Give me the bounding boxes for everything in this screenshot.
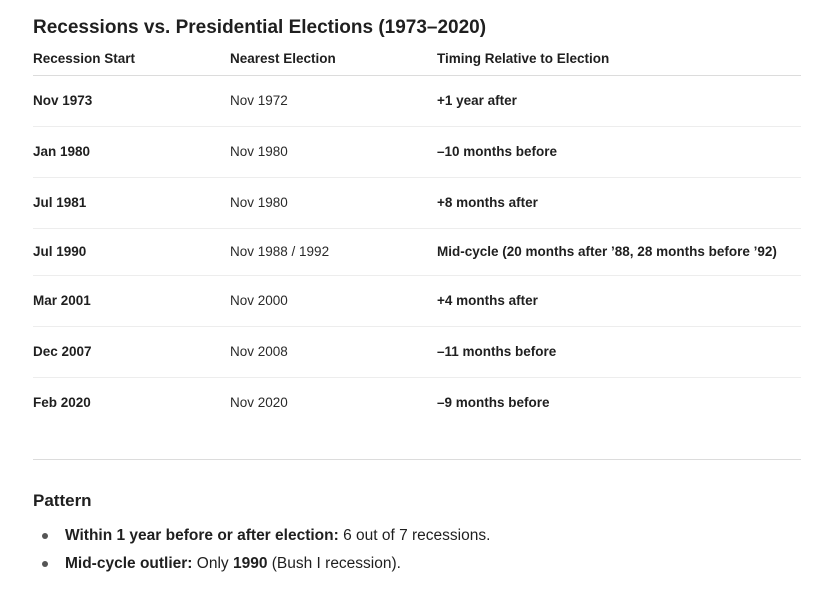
- cell-timing: –9 months before: [437, 395, 550, 410]
- table-row: [33, 378, 801, 429]
- cell-recession-start: Jan 1980: [33, 127, 230, 178]
- cell-nearest-election: Nov 2020: [230, 395, 288, 410]
- cell-recession-start: Dec 2007: [33, 327, 230, 378]
- list-item: [33, 522, 801, 550]
- pattern-item-bold: Mid-cycle outlier:: [65, 555, 193, 572]
- table-row: [33, 276, 801, 327]
- column-header-nearest-election: Nearest Election: [230, 50, 437, 76]
- cell-nearest-election: Nov 2008: [230, 327, 437, 378]
- cell-recession-start: Feb 2020: [33, 395, 91, 410]
- bullet-icon: [42, 561, 48, 567]
- cell-nearest-election: Nov 1980: [230, 127, 437, 178]
- cell-nearest-election: Nov 1980: [230, 178, 437, 229]
- list-item: [33, 550, 801, 578]
- cell-timing: Mid-cycle (20 months after ’88, 28 months before ’92): [437, 229, 801, 276]
- cell-nearest-election: Nov 1972: [230, 76, 437, 127]
- pattern-heading: Pattern: [33, 491, 92, 510]
- table-row: [33, 178, 801, 229]
- cell-recession-start: Nov 1973: [33, 76, 230, 127]
- table-row: [33, 327, 801, 378]
- section-divider: [33, 459, 801, 460]
- cell-timing: +1 year after: [437, 76, 801, 127]
- cell-recession-start: Mar 2001: [33, 276, 230, 327]
- pattern-item-text: 6 out of 7 recessions.: [338, 527, 491, 544]
- table-row: [33, 76, 801, 127]
- cell-nearest-election: Nov 2000: [230, 276, 437, 327]
- cell-timing: –10 months before: [437, 127, 801, 178]
- pattern-item-text: Only: [192, 555, 233, 572]
- recessions-table: [33, 50, 801, 428]
- bullet-icon: [42, 533, 48, 539]
- pattern-list: [33, 522, 801, 578]
- table-row: [33, 127, 801, 178]
- document-title: Recessions vs. Presidential Elections (1973–2020): [33, 17, 487, 38]
- table-header-row: [33, 50, 801, 76]
- cell-timing: +4 months after: [437, 276, 801, 327]
- table-row: [33, 229, 801, 276]
- cell-timing: –11 months before: [437, 327, 801, 378]
- column-header-recession-start: Recession Start: [33, 50, 230, 76]
- pattern-item-year: 1990: [232, 555, 268, 572]
- column-header-timing: Timing Relative to Election: [437, 50, 801, 76]
- cell-recession-start: Jul 1981: [33, 178, 230, 229]
- pattern-item-text-end: (Bush I recession).: [267, 555, 401, 572]
- pattern-item-bold: Within 1 year before or after election:: [65, 527, 339, 544]
- cell-timing: +8 months after: [437, 178, 801, 229]
- cell-nearest-election: Nov 1988 / 1992: [230, 229, 437, 276]
- cell-recession-start: Jul 1990: [33, 229, 230, 276]
